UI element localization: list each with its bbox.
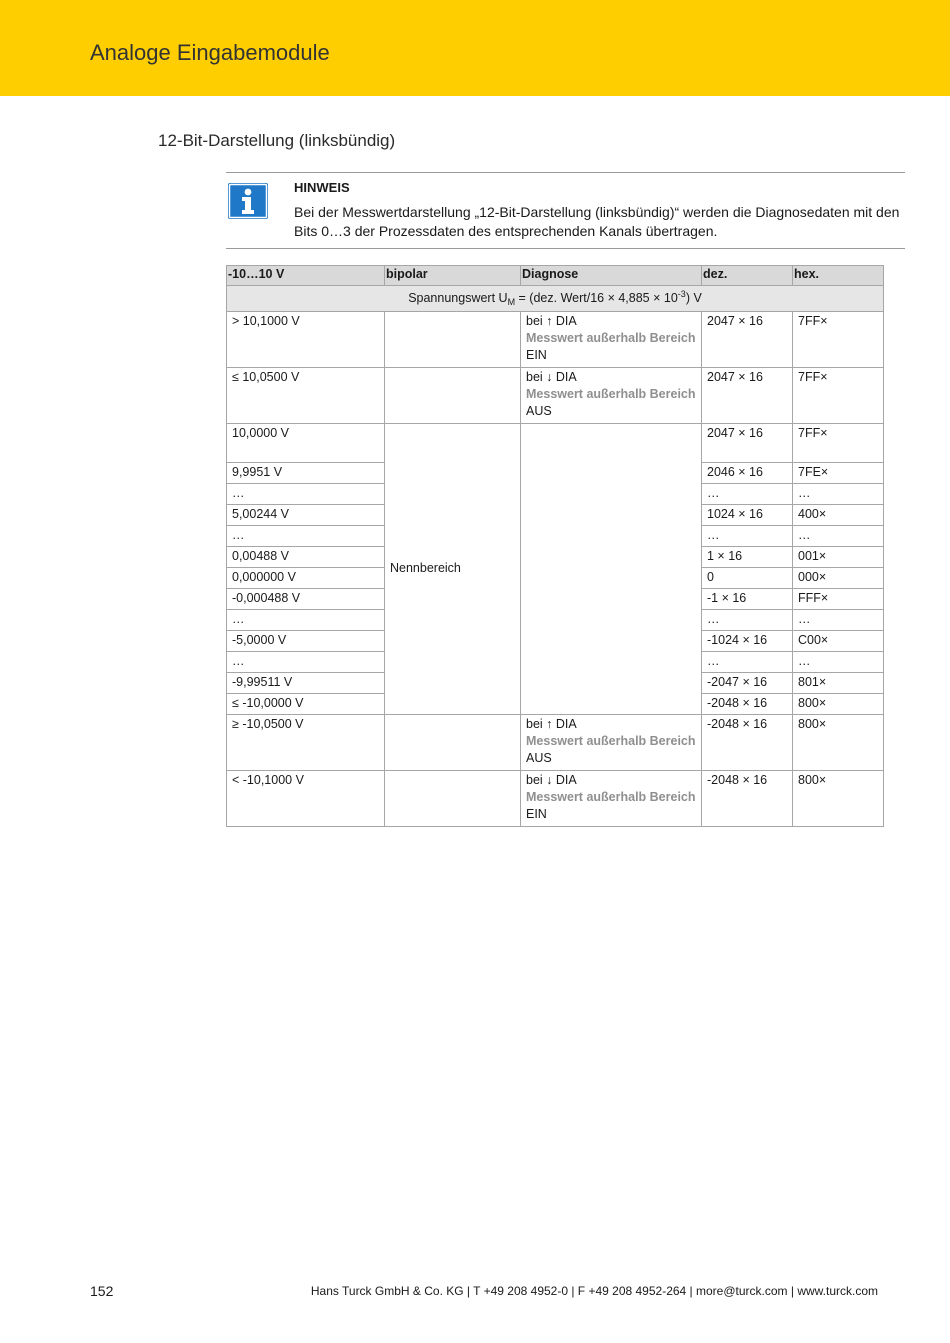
dez-cell: -2048 × 16 [702, 771, 793, 827]
formula-row [227, 286, 884, 312]
bipolar-cell [385, 715, 521, 771]
diag-dia: DIA [555, 717, 577, 731]
formula-cell: Spannungswert $U_M = (dez$. Wert/16 × $4,885 \times 10^{-3}$) V [227, 286, 884, 312]
bipolar-cell [385, 771, 521, 827]
col-header: Diagnose [521, 266, 702, 286]
arrow-icon: ↓ [546, 370, 553, 384]
voltage-cell: ≤ -10,0000 V [227, 694, 385, 715]
arrow-icon: ↑ [546, 717, 553, 731]
hex-cell: C00× [793, 631, 884, 652]
voltage-cell: ≤ 10,0500 V [227, 368, 385, 424]
diagnose-cell [521, 771, 702, 827]
dez-cell: … [702, 610, 793, 631]
header-title: Analoge Eingabemodule [90, 40, 330, 65]
diag-state: EIN [526, 348, 547, 362]
dez-cell: 2047 × 16 [702, 368, 793, 424]
dez-cell: -1024 × 16 [702, 631, 793, 652]
hex-cell: … [793, 652, 884, 673]
arrow-icon: ↓ [546, 773, 553, 787]
dez-cell: -2048 × 16 [702, 694, 793, 715]
diag-label: Messwert außerhalb Bereich [526, 331, 696, 345]
voltage-cell: 10,0000 V [227, 424, 385, 463]
diag-dia: DIA [555, 314, 577, 328]
hex-cell: 7FF× [793, 424, 884, 463]
col-header: bipolar [385, 266, 521, 286]
arrow-icon: ↑ [546, 314, 553, 328]
dez-cell: -1 × 16 [702, 589, 793, 610]
voltage-cell: 9,9951 V [227, 463, 385, 484]
dez-cell: 1024 × 16 [702, 505, 793, 526]
section-title: 12-Bit-Darstellung (linksbündig) [158, 131, 396, 150]
diag-label: Messwert außerhalb Bereich [526, 790, 696, 804]
table-header-row [227, 266, 884, 286]
col-header: -10…10 V [227, 266, 385, 286]
hex-cell: … [793, 610, 884, 631]
hex-cell: … [793, 484, 884, 505]
voltage-cell: 0,000000 V [227, 568, 385, 589]
col-header: dez. [702, 266, 793, 286]
voltage-cell: 0,00488 V [227, 547, 385, 568]
voltage-cell: < -10,1000 V [227, 771, 385, 827]
page-number: 152 [90, 1283, 114, 1299]
hex-cell: FFF× [793, 589, 884, 610]
diag-dia: DIA [555, 773, 577, 787]
voltage-cell: … [227, 610, 385, 631]
dez-cell: -2047 × 16 [702, 673, 793, 694]
hex-cell: 7FE× [793, 463, 884, 484]
diag-prefix: bei [526, 717, 543, 731]
nennbereich-cell: Nennbereich [385, 424, 521, 715]
bipolar-cell [385, 368, 521, 424]
diag-label: Messwert außerhalb Bereich [526, 734, 696, 748]
hex-cell: 7FF× [793, 368, 884, 424]
footer-contact: Hans Turck GmbH & Co. KG | T +49 208 4952-0 | F +49 208 4952-264 | more@turck.com | www.turck.com [310, 1284, 878, 1298]
diagnose-cell [521, 424, 702, 715]
table-row [227, 424, 884, 463]
dez-cell: 0 [702, 568, 793, 589]
voltage-cell: … [227, 652, 385, 673]
hex-cell: 7FF× [793, 312, 884, 368]
dez-cell: 2046 × 16 [702, 463, 793, 484]
dez-cell: 1 × 16 [702, 547, 793, 568]
dez-cell: … [702, 652, 793, 673]
hex-cell: 400× [793, 505, 884, 526]
voltage-cell: -0,000488 V [227, 589, 385, 610]
dez-cell: 2047 × 16 [702, 312, 793, 368]
diag-prefix: bei [526, 314, 543, 328]
table-row [227, 312, 884, 368]
value-table [226, 265, 884, 827]
diagnose-cell [521, 368, 702, 424]
voltage-cell: -9,99511 V [227, 673, 385, 694]
col-header: hex. [793, 266, 884, 286]
voltage-cell: … [227, 484, 385, 505]
hex-cell: 001× [793, 547, 884, 568]
diag-prefix: bei [526, 773, 543, 787]
table-row [227, 771, 884, 827]
diag-state: EIN [526, 807, 547, 821]
hex-cell: 800× [793, 771, 884, 827]
dez-cell: -2048 × 16 [702, 715, 793, 771]
diag-prefix: bei [526, 370, 543, 384]
voltage-cell: … [227, 526, 385, 547]
note-box [226, 172, 905, 249]
hex-cell: … [793, 526, 884, 547]
page-header [0, 0, 950, 96]
note-text: Bei der Messwertdarstellung „12-Bit-Darstellung (linksbündig)“ werden die Diagnosedaten mit den Bits 0…3 der Prozessdaten des entsprechenden Kanals übertragen. [294, 204, 900, 239]
diag-dia: DIA [555, 370, 577, 384]
dez-cell: 2047 × 16 [702, 424, 793, 463]
diagnose-cell [521, 715, 702, 771]
table-row [227, 368, 884, 424]
diag-state: AUS [526, 404, 552, 418]
diag-label: Messwert außerhalb Bereich [526, 387, 696, 401]
diagnose-cell [521, 312, 702, 368]
info-icon [228, 183, 268, 219]
hex-cell: 800× [793, 694, 884, 715]
dez-cell: … [702, 484, 793, 505]
voltage-cell: > 10,1000 V [227, 312, 385, 368]
note-title: HINWEIS [294, 180, 350, 195]
diag-state: AUS [526, 751, 552, 765]
hex-cell: 000× [793, 568, 884, 589]
hex-cell: 800× [793, 715, 884, 771]
voltage-cell: -5,0000 V [227, 631, 385, 652]
hex-cell: 801× [793, 673, 884, 694]
table-row [227, 715, 884, 771]
voltage-cell: 5,00244 V [227, 505, 385, 526]
bipolar-cell [385, 312, 521, 368]
dez-cell: … [702, 526, 793, 547]
voltage-cell: ≥ -10,0500 V [227, 715, 385, 771]
